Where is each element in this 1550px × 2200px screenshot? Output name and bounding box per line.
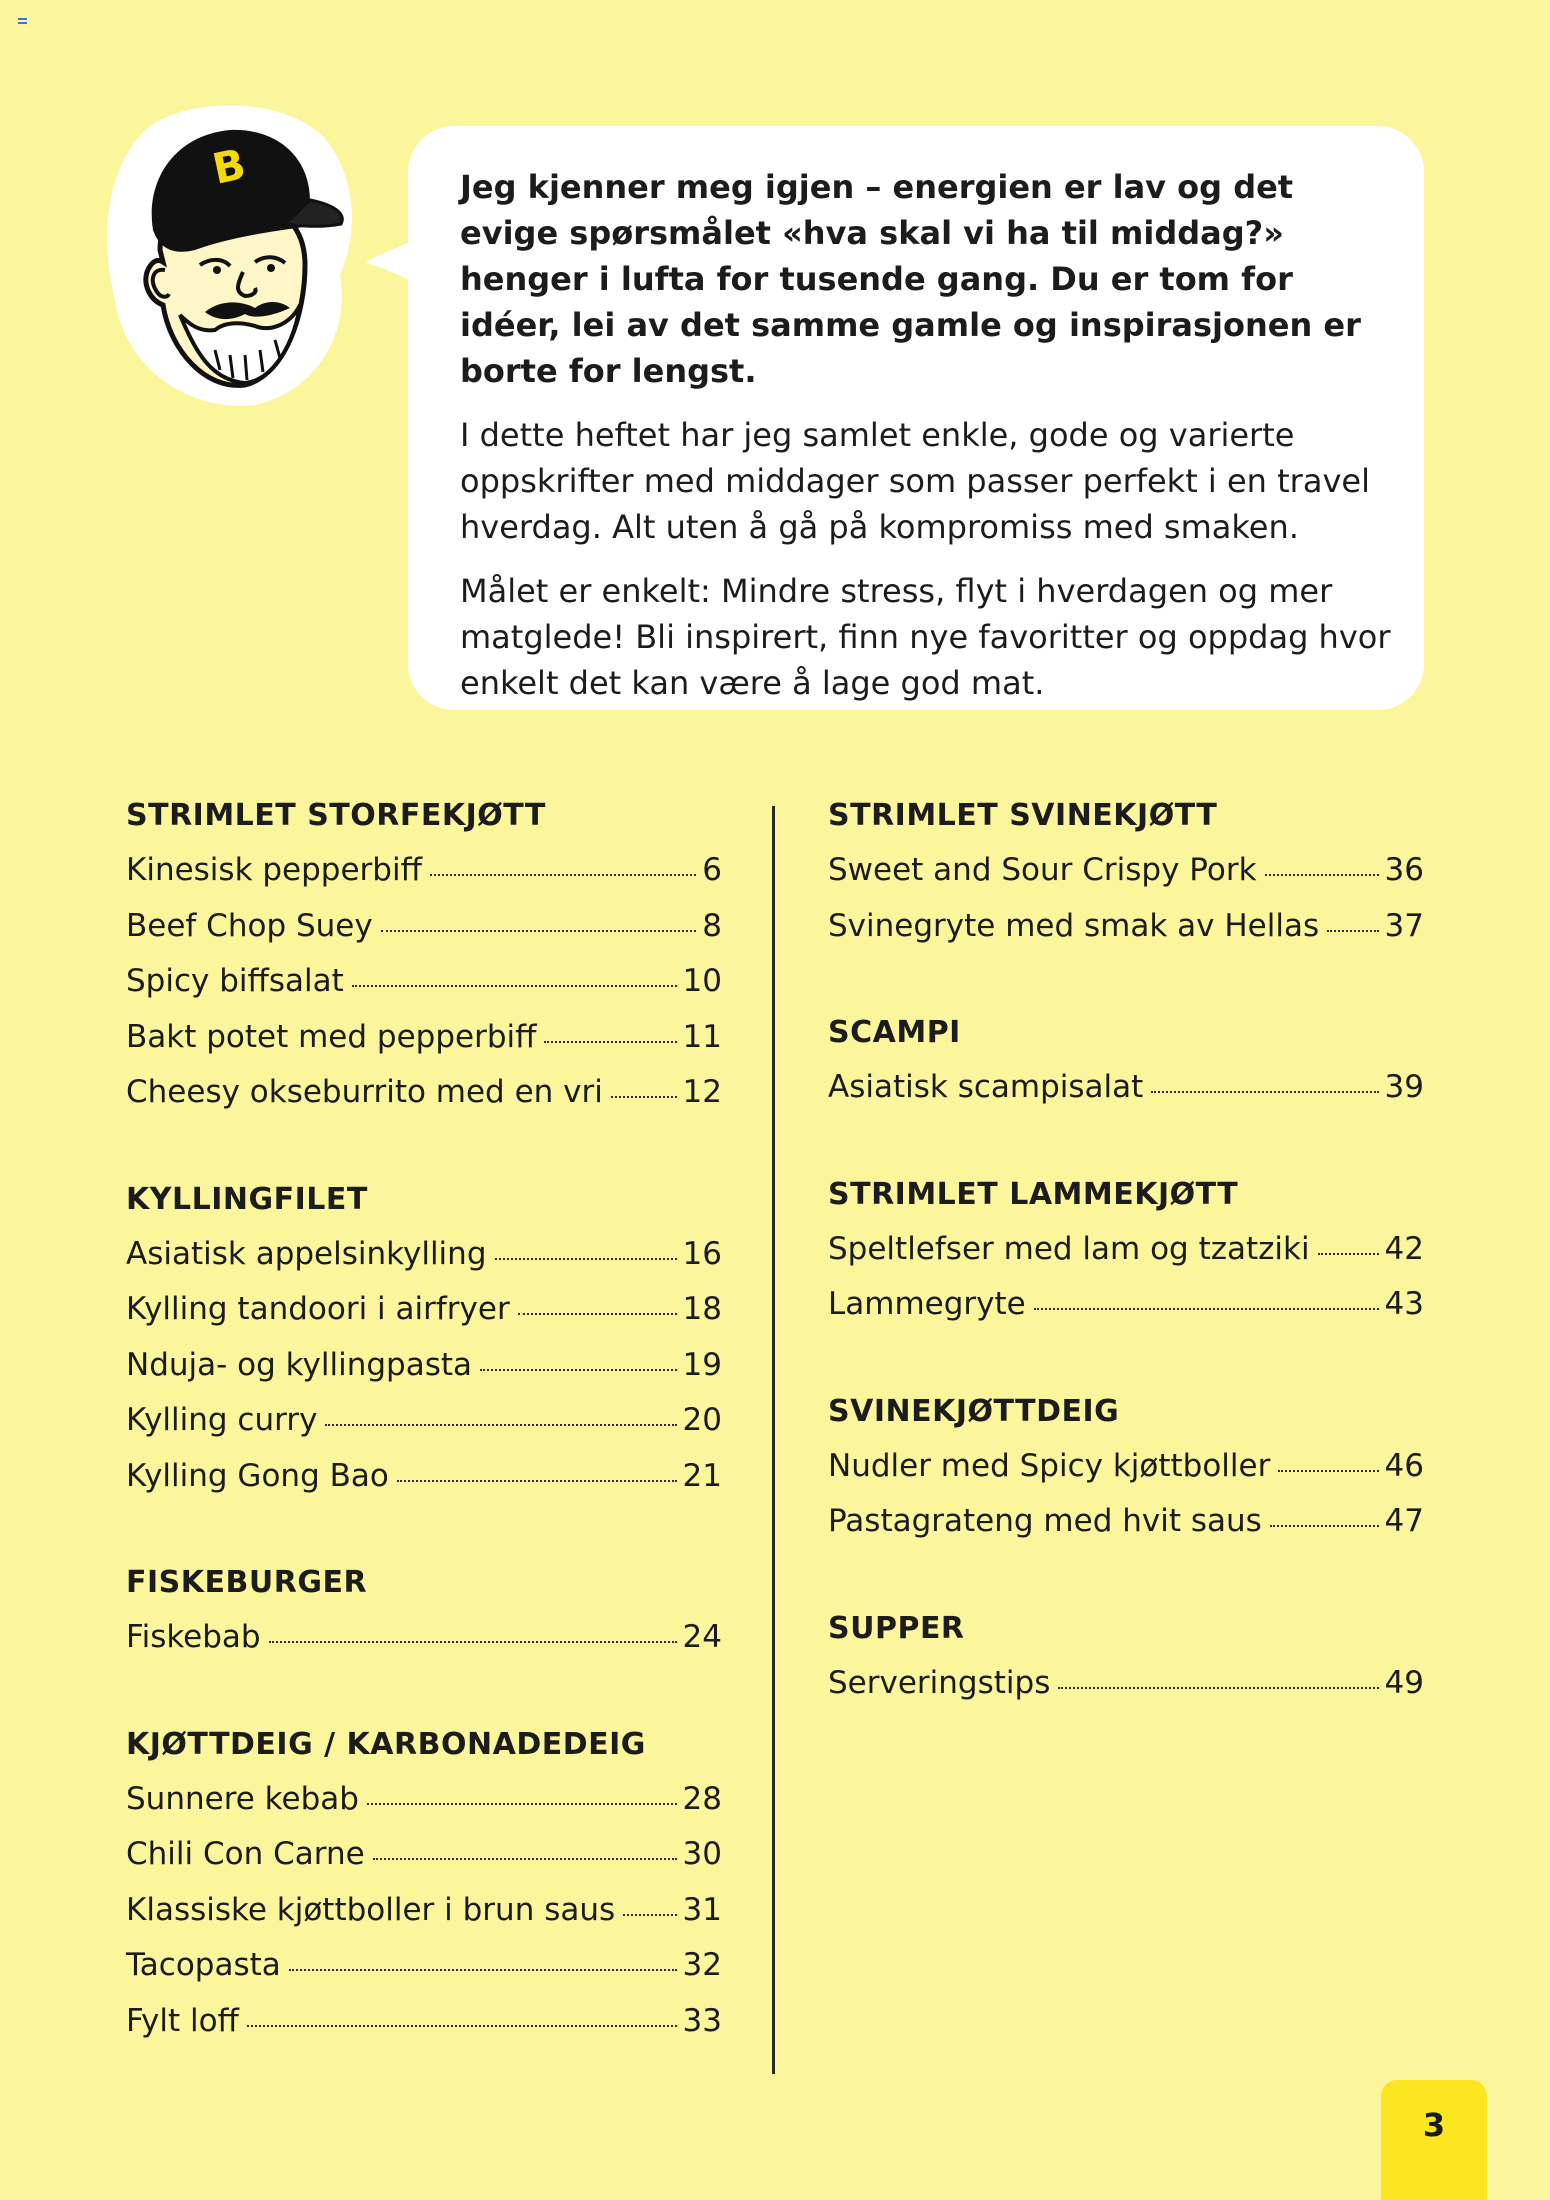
- dot-leader: [518, 1313, 677, 1315]
- dot-leader: [1034, 1308, 1379, 1310]
- toc-section-title: SCAMPI: [828, 1015, 961, 1050]
- toc-entry-page: 37: [1384, 907, 1424, 944]
- toc-entry[interactable]: [828, 906, 1424, 962]
- toc-entry-page: 16: [682, 1235, 722, 1272]
- toc-left-column: [126, 796, 722, 2108]
- toc-entry-page: 30: [682, 1836, 722, 1872]
- toc-entry-name: Asiatisk scampisalat: [828, 1069, 1144, 1105]
- toc-entry-page: 12: [682, 1074, 722, 1110]
- dot-leader: [430, 874, 696, 876]
- intro-paragraph: I dette heftet har jeg samlet enkle, gode og varierte oppskrifter med middager som passer perfekt i en travel hverdag. Alt uten å gå på kompromiss med smaken.: [460, 416, 1370, 546]
- dot-leader: [247, 2025, 677, 2027]
- intro-text: [460, 164, 1400, 724]
- dot-leader: [381, 930, 697, 932]
- toc-section: [828, 1609, 1424, 1719]
- dot-leader: [623, 1914, 676, 1916]
- toc-entry-name: Chili Con Carne: [126, 1836, 365, 1872]
- dot-leader: [352, 985, 677, 987]
- toc-entry-name: Kinesisk pepperbiff: [126, 852, 422, 888]
- toc-entry-name: Svinegryte med smak av Hellas: [828, 907, 1320, 944]
- toc-entry-name: Fiskebab: [126, 1619, 261, 1655]
- toc-entry[interactable]: [126, 1345, 722, 1401]
- toc-entry-page: 6: [702, 852, 722, 888]
- toc-entry[interactable]: [126, 1289, 722, 1345]
- dot-leader: [1278, 1470, 1378, 1472]
- dot-leader: [269, 1641, 677, 1643]
- speech-bubble: [408, 126, 1424, 710]
- toc-entry-name: Nudler med Spicy kjøttboller: [828, 1447, 1271, 1484]
- dot-leader: [1318, 1253, 1379, 1255]
- toc-entry-page: 19: [682, 1346, 722, 1383]
- toc-section: [126, 796, 722, 1128]
- dot-leader: [611, 1096, 677, 1098]
- toc-entry-name: Kylling Gong Bao: [126, 1457, 389, 1494]
- toc-entry[interactable]: [126, 1890, 722, 1946]
- toc-entry-page: 21: [682, 1457, 722, 1494]
- dot-leader: [1270, 1525, 1379, 1527]
- dot-leader: [1058, 1687, 1378, 1689]
- dot-leader: [480, 1369, 677, 1371]
- corner-mark: [18, 18, 27, 24]
- toc-entry-page: 28: [682, 1780, 722, 1817]
- toc-section-title: STRIMLET LAMMEKJØTT: [828, 1176, 1239, 1212]
- dot-leader: [367, 1803, 677, 1805]
- toc-entry-page: 10: [682, 963, 722, 999]
- toc-section-title: KYLLINGFILET: [126, 1181, 368, 1217]
- toc-section: [126, 1725, 722, 2057]
- toc-section: [828, 1175, 1424, 1340]
- chef-avatar-illustration: [105, 100, 365, 410]
- toc-entry-page: 46: [1384, 1447, 1424, 1484]
- toc-entry-name: Spicy biffsalat: [126, 963, 344, 999]
- toc-entry-page: 33: [682, 2002, 722, 2039]
- toc-entry[interactable]: [126, 2001, 722, 2057]
- toc-section: [828, 1392, 1424, 1557]
- toc-entry-page: 8: [702, 907, 722, 944]
- toc-entry-name: Klassiske kjøttboller i brun saus: [126, 1891, 616, 1928]
- toc-entry-page: 47: [1384, 1503, 1424, 1539]
- toc-section-title: STRIMLET STORFEKJØTT: [126, 798, 546, 833]
- page-number: 3: [1422, 2106, 1446, 2144]
- toc-entry[interactable]: [828, 1284, 1424, 1340]
- toc-entry[interactable]: [828, 1501, 1424, 1557]
- toc-section: [828, 1013, 1424, 1123]
- toc-entry[interactable]: [126, 1834, 722, 1890]
- toc-entry[interactable]: [828, 1067, 1424, 1123]
- toc-section-title: FISKEBURGER: [126, 1565, 368, 1600]
- toc-entry-name: Speltlefser med lam og tzatziki: [828, 1230, 1310, 1267]
- toc-section-title: SUPPER: [828, 1610, 965, 1646]
- dot-leader: [495, 1258, 677, 1260]
- intro-paragraph: Målet er enkelt: Mindre stress, flyt i hverdagen og mer matglede! Bli inspirert, finn nye favoritter og oppdag hvor enkelt det kan være å lage god mat.: [460, 572, 1391, 702]
- toc-entry-name: Cheesy okseburrito med en vri: [126, 1074, 603, 1110]
- toc-section: [126, 1563, 722, 1673]
- toc-entry[interactable]: [828, 1229, 1424, 1285]
- toc-entry[interactable]: [126, 1617, 722, 1673]
- dot-leader: [1151, 1091, 1378, 1093]
- toc-entry-name: Tacopasta: [126, 1947, 281, 1983]
- toc-entry[interactable]: [126, 961, 722, 1017]
- toc-entry-page: 49: [1384, 1664, 1424, 1701]
- toc-entry[interactable]: [126, 850, 722, 906]
- toc-section-title: STRIMLET SVINEKJØTT: [828, 798, 1218, 833]
- toc-entry-name: Sunnere kebab: [126, 1780, 359, 1817]
- toc-entry[interactable]: [828, 1663, 1424, 1719]
- toc-entry[interactable]: [126, 1779, 722, 1835]
- dot-leader: [325, 1424, 676, 1426]
- toc-entry-page: 32: [682, 1947, 722, 1983]
- toc-entry[interactable]: [828, 850, 1424, 906]
- toc-section-title: KJØTTDEIG / KARBONADEDEIG: [126, 1726, 646, 1762]
- toc-section: [126, 1180, 722, 1512]
- toc-entry[interactable]: [126, 1017, 722, 1073]
- dot-leader: [397, 1480, 677, 1482]
- toc-entry-page: 31: [682, 1891, 722, 1928]
- dot-leader: [289, 1969, 677, 1971]
- column-divider: [772, 806, 775, 2074]
- toc-entry-page: 36: [1384, 852, 1424, 888]
- intro-bold-paragraph: Jeg kjenner meg igjen – energien er lav og det evige spørsmålet «hva skal vi ha til middag?» henger i lufta for tusende gang. Du er tom for idéer, lei av det samme gamle og inspirasjonen er borte for lengst.: [460, 168, 1361, 390]
- cap-letter: B: [208, 139, 250, 194]
- toc-entry-page: 20: [682, 1402, 722, 1438]
- toc-section-title: SVINEKJØTTDEIG: [828, 1393, 1120, 1429]
- toc-entry[interactable]: [126, 1456, 722, 1512]
- toc-entry-page: 39: [1384, 1069, 1424, 1105]
- toc-entry-name: Asiatisk appelsinkylling: [126, 1235, 487, 1272]
- dot-leader: [544, 1041, 676, 1043]
- toc-entry-name: Bakt potet med pepperbiff: [126, 1018, 537, 1055]
- toc-entry-name: Kylling tandoori i airfryer: [126, 1291, 510, 1327]
- toc-entry-page: 24: [682, 1619, 722, 1655]
- toc-entry[interactable]: [126, 1945, 722, 2001]
- toc-entry[interactable]: [126, 1400, 722, 1456]
- toc-entry-name: Serveringstips: [828, 1664, 1051, 1701]
- dot-leader: [373, 1858, 677, 1860]
- toc-entry-name: Lammegryte: [828, 1286, 1026, 1322]
- toc-entry[interactable]: [126, 906, 722, 962]
- toc-right-column: [828, 796, 1424, 1770]
- toc-entry[interactable]: [126, 1234, 722, 1290]
- toc-entry-name: Nduja- og kyllingpasta: [126, 1346, 472, 1383]
- toc-entry-page: 11: [682, 1018, 722, 1055]
- page-number-tab: [1381, 2080, 1487, 2200]
- toc-entry-page: 42: [1384, 1230, 1424, 1267]
- toc-entry[interactable]: [828, 1446, 1424, 1502]
- toc-entry-name: Pastagrateng med hvit saus: [828, 1503, 1262, 1539]
- toc-entry-name: Fylt loff: [126, 2002, 239, 2039]
- toc-entry-page: 43: [1384, 1286, 1424, 1322]
- toc-section: [828, 796, 1424, 961]
- toc-entry-page: 18: [682, 1291, 722, 1327]
- dot-leader: [1265, 874, 1379, 876]
- toc-entry-name: Kylling curry: [126, 1402, 318, 1438]
- toc-entry[interactable]: [126, 1072, 722, 1128]
- toc-entry-name: Beef Chop Suey: [126, 907, 373, 944]
- toc-entry-name: Sweet and Sour Crispy Pork: [828, 852, 1257, 888]
- dot-leader: [1327, 930, 1378, 932]
